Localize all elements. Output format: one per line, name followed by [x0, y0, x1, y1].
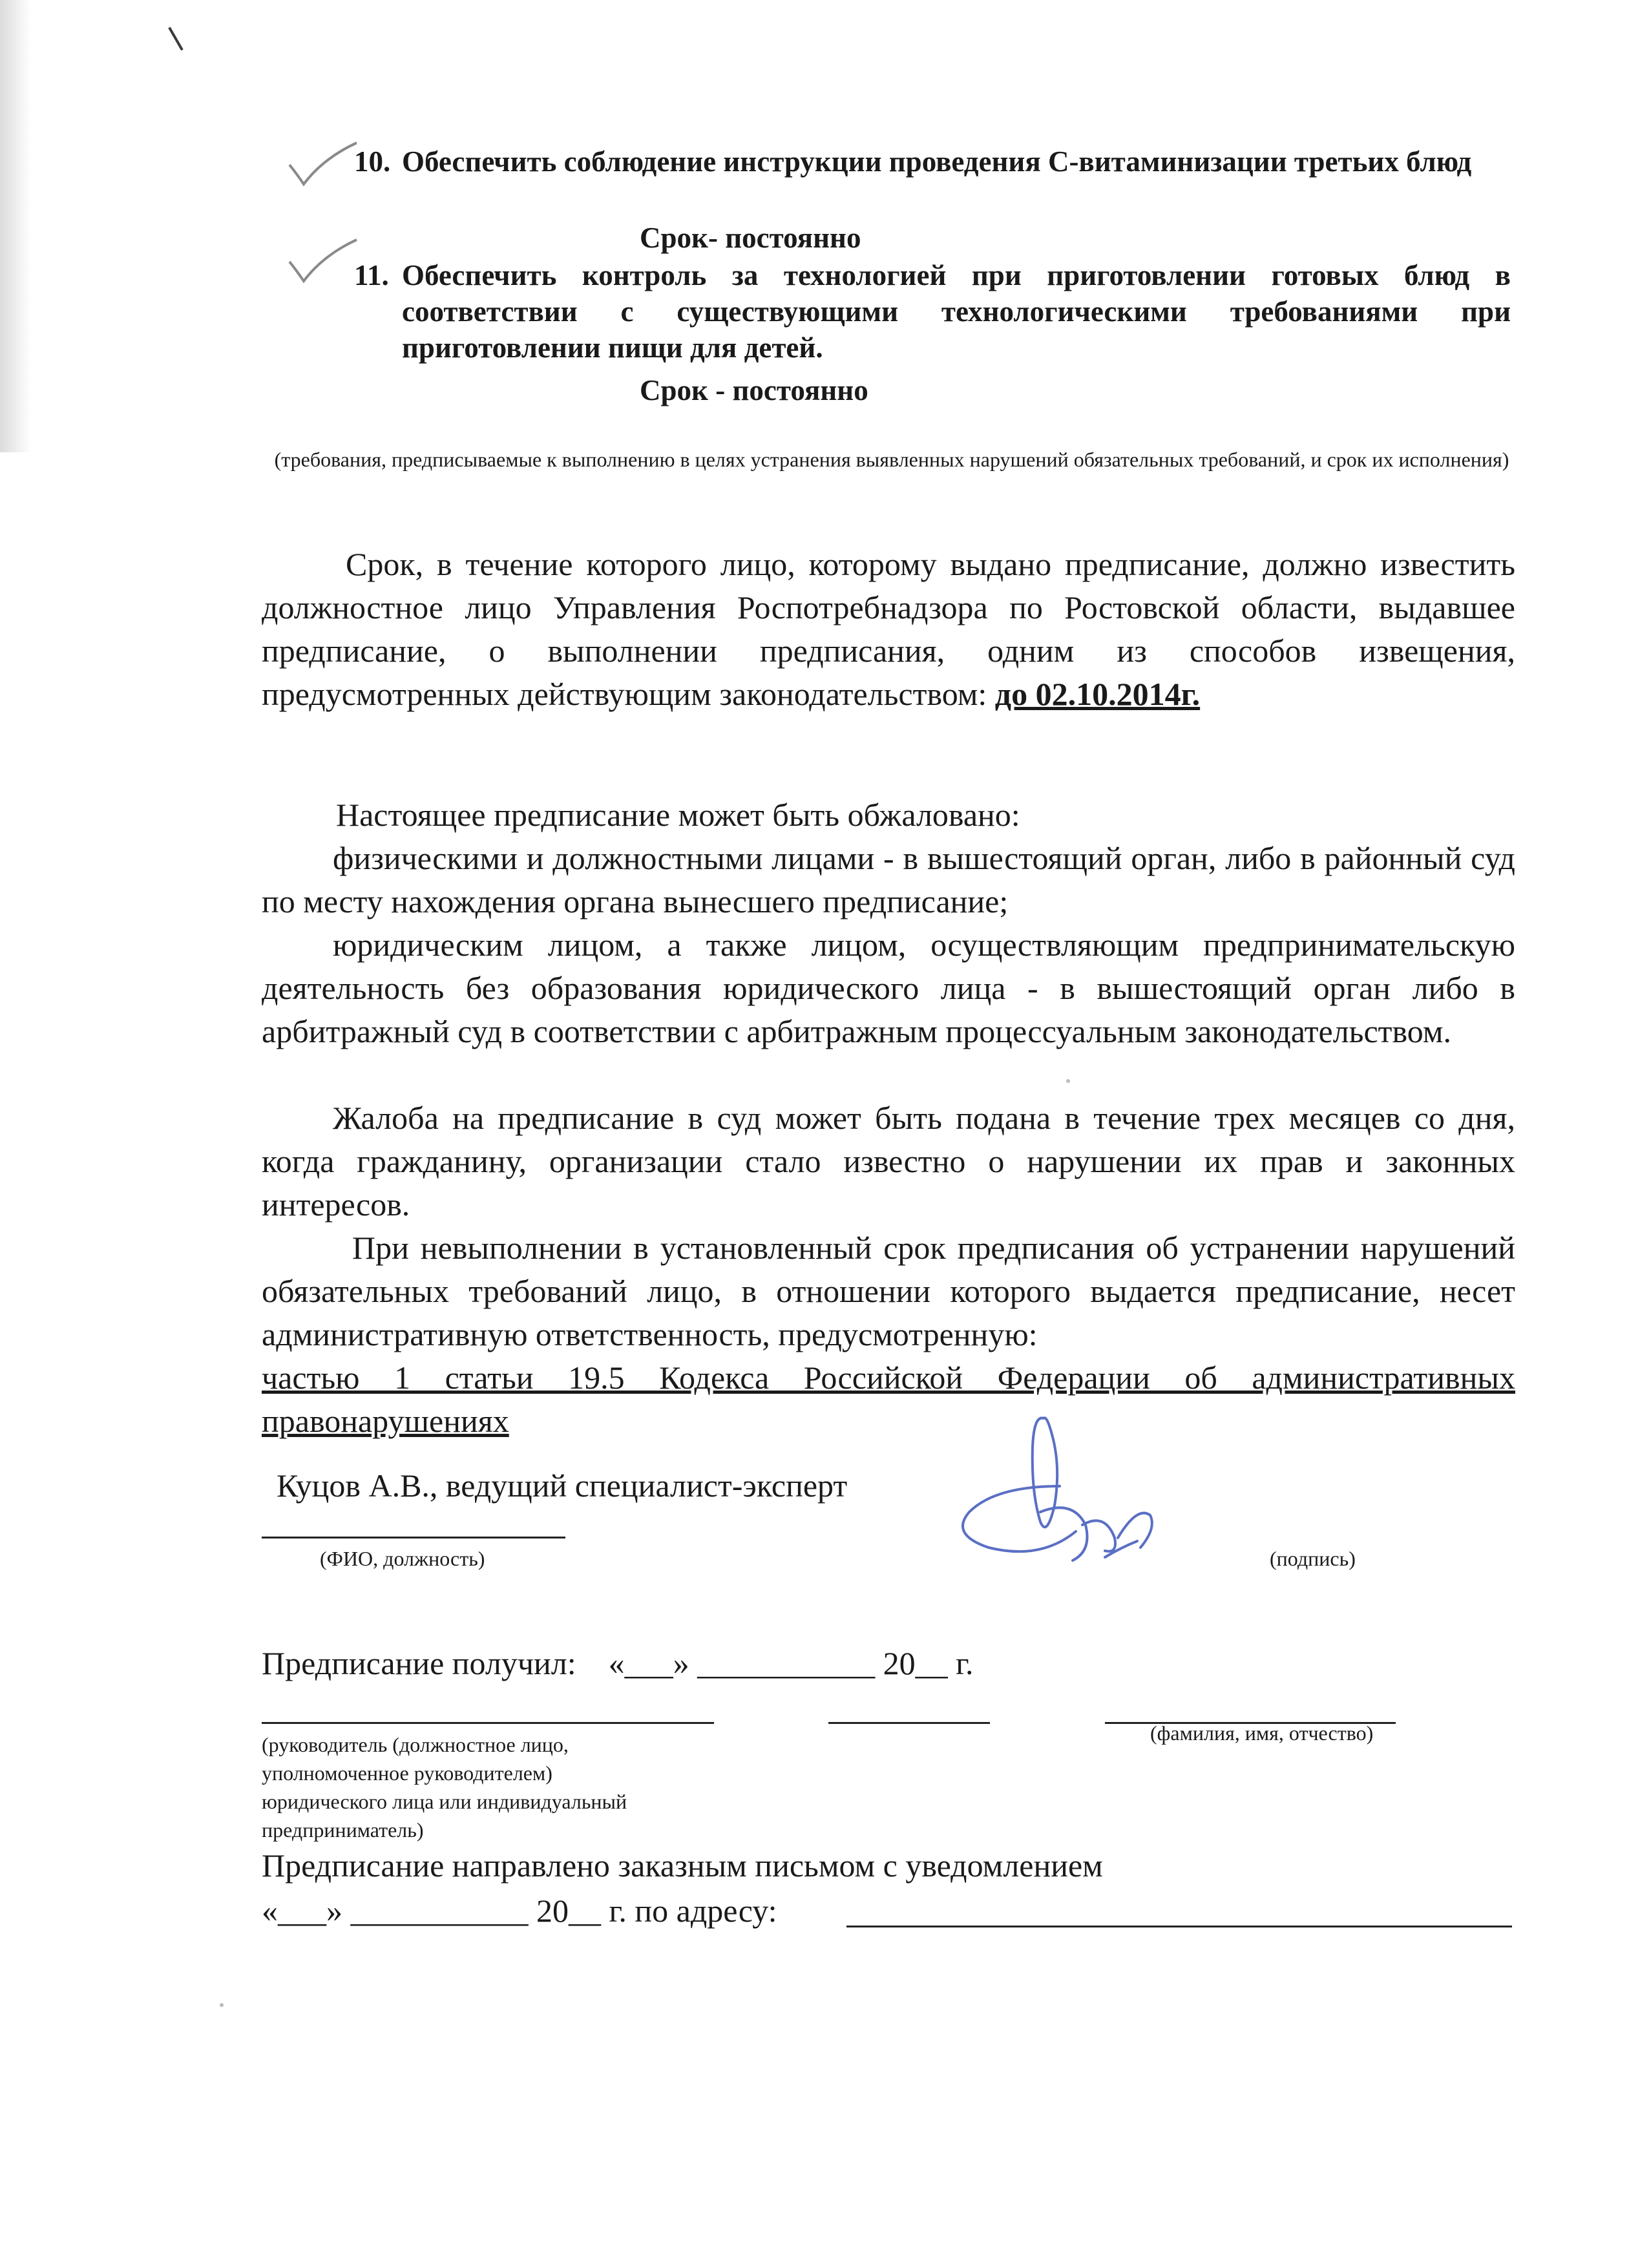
notify-text: Срок, в течение которого лицо, которому выдано предписание, должно известить должностное лицо Управления Роспотребнадзора по Ростовской области, выдавшее предписание, о выполнении предписания, одним из способов извещения, предусмотренных действующим законодательством:	[262, 546, 1515, 712]
head-caption-line: предприниматель)	[262, 1818, 424, 1842]
received-date: «___» ___________ 20__ г.	[608, 1645, 974, 1681]
scan-speck	[220, 2003, 224, 2007]
inspector-name: Куцов А.В., ведущий специалист-эксперт	[277, 1467, 848, 1504]
complaint-paragraph: Жалоба на предписание в суд может быть подана в течение трех месяцев со дня, когда гражданину, организации стало известно о нарушении их прав и законных интересов.	[262, 1100, 1515, 1223]
item-number: 11.	[354, 259, 389, 291]
fio-caption: (ФИО, должность)	[320, 1547, 485, 1570]
item-text: Обеспечить соблюдение инструкции проведения С-витаминизации третьих блюд	[402, 145, 1472, 178]
requirement-item-11	[354, 257, 1511, 366]
received-line	[262, 1644, 973, 1682]
appeal-legal: юридическим лицом, а также лицом, осуществляющим предпринимательскую деятельность без образования юридического лица - в вышестоящий орган либо в арбитражный суд в соответствии с арбитражным процессуальным законодательством.	[262, 927, 1515, 1049]
check-mark-icon	[284, 139, 362, 191]
scan-page-edge	[0, 0, 31, 452]
appeal-heading: Настоящее предписание может быть обжаловано:	[336, 797, 1020, 833]
liability-law-text: частью 1 статьи 19.5 Кодекса Российской Федерации об административных правонарушениях	[262, 1360, 1515, 1439]
signature-caption: (подпись)	[1270, 1547, 1356, 1570]
requirement-item-10	[354, 143, 1511, 180]
requirements-caption: (требования, предписываемые к выполнению в целях устранения выявленных нарушений обязательных требований, и срок их исполнения)	[274, 448, 1509, 471]
item-number: 10.	[354, 145, 391, 178]
item-term: Срок- постоянно	[640, 222, 861, 254]
item-text: Обеспечить контроль за технологией при приготовлении готовых блюд в соответствии с существующими технологическими требованиями при приготовлении пищи для детей.	[402, 259, 1511, 364]
fio-line	[262, 1537, 565, 1538]
signature-line	[828, 1722, 990, 1724]
liability-paragraph: При невыполнении в установленный срок предписания об устранении нарушений обязательных требований лицо, в отношении которого выдается предписание, несет административную ответственность, предусмотренную:	[262, 1230, 1515, 1352]
notify-deadline: до 02.10.2014г.	[994, 676, 1201, 712]
mailed-line	[262, 1892, 777, 1929]
address-line	[846, 1926, 1512, 1927]
signature-image	[943, 1409, 1176, 1590]
check-mark-icon	[284, 236, 362, 288]
head-signature-line	[262, 1722, 714, 1724]
appeal-individuals: физическими и должностными лицами - в вышестоящий орган, либо в районный суд по месту нахождения органа вынесшего предписание;	[262, 840, 1515, 919]
notify-paragraph	[262, 543, 1515, 716]
item-term: Срок - постоянно	[640, 374, 868, 406]
mailed-label: Предписание направлено заказным письмом с уведомлением	[262, 1847, 1103, 1884]
head-caption-line: (руководитель (должностное лицо,	[262, 1733, 569, 1756]
liability-law	[262, 1356, 1515, 1443]
scan-artifact	[168, 27, 183, 51]
head-caption-line: юридического лица или индивидуальный	[262, 1790, 627, 1813]
scan-speck	[1066, 1079, 1070, 1083]
head-caption-line: уполномоченное руководителем)	[262, 1761, 552, 1785]
received-label: Предписание получил:	[262, 1645, 576, 1681]
mailed-date: «___» ___________ 20__ г. по адресу:	[262, 1893, 777, 1929]
name-caption: (фамилия, имя, отчество)	[1150, 1721, 1374, 1745]
